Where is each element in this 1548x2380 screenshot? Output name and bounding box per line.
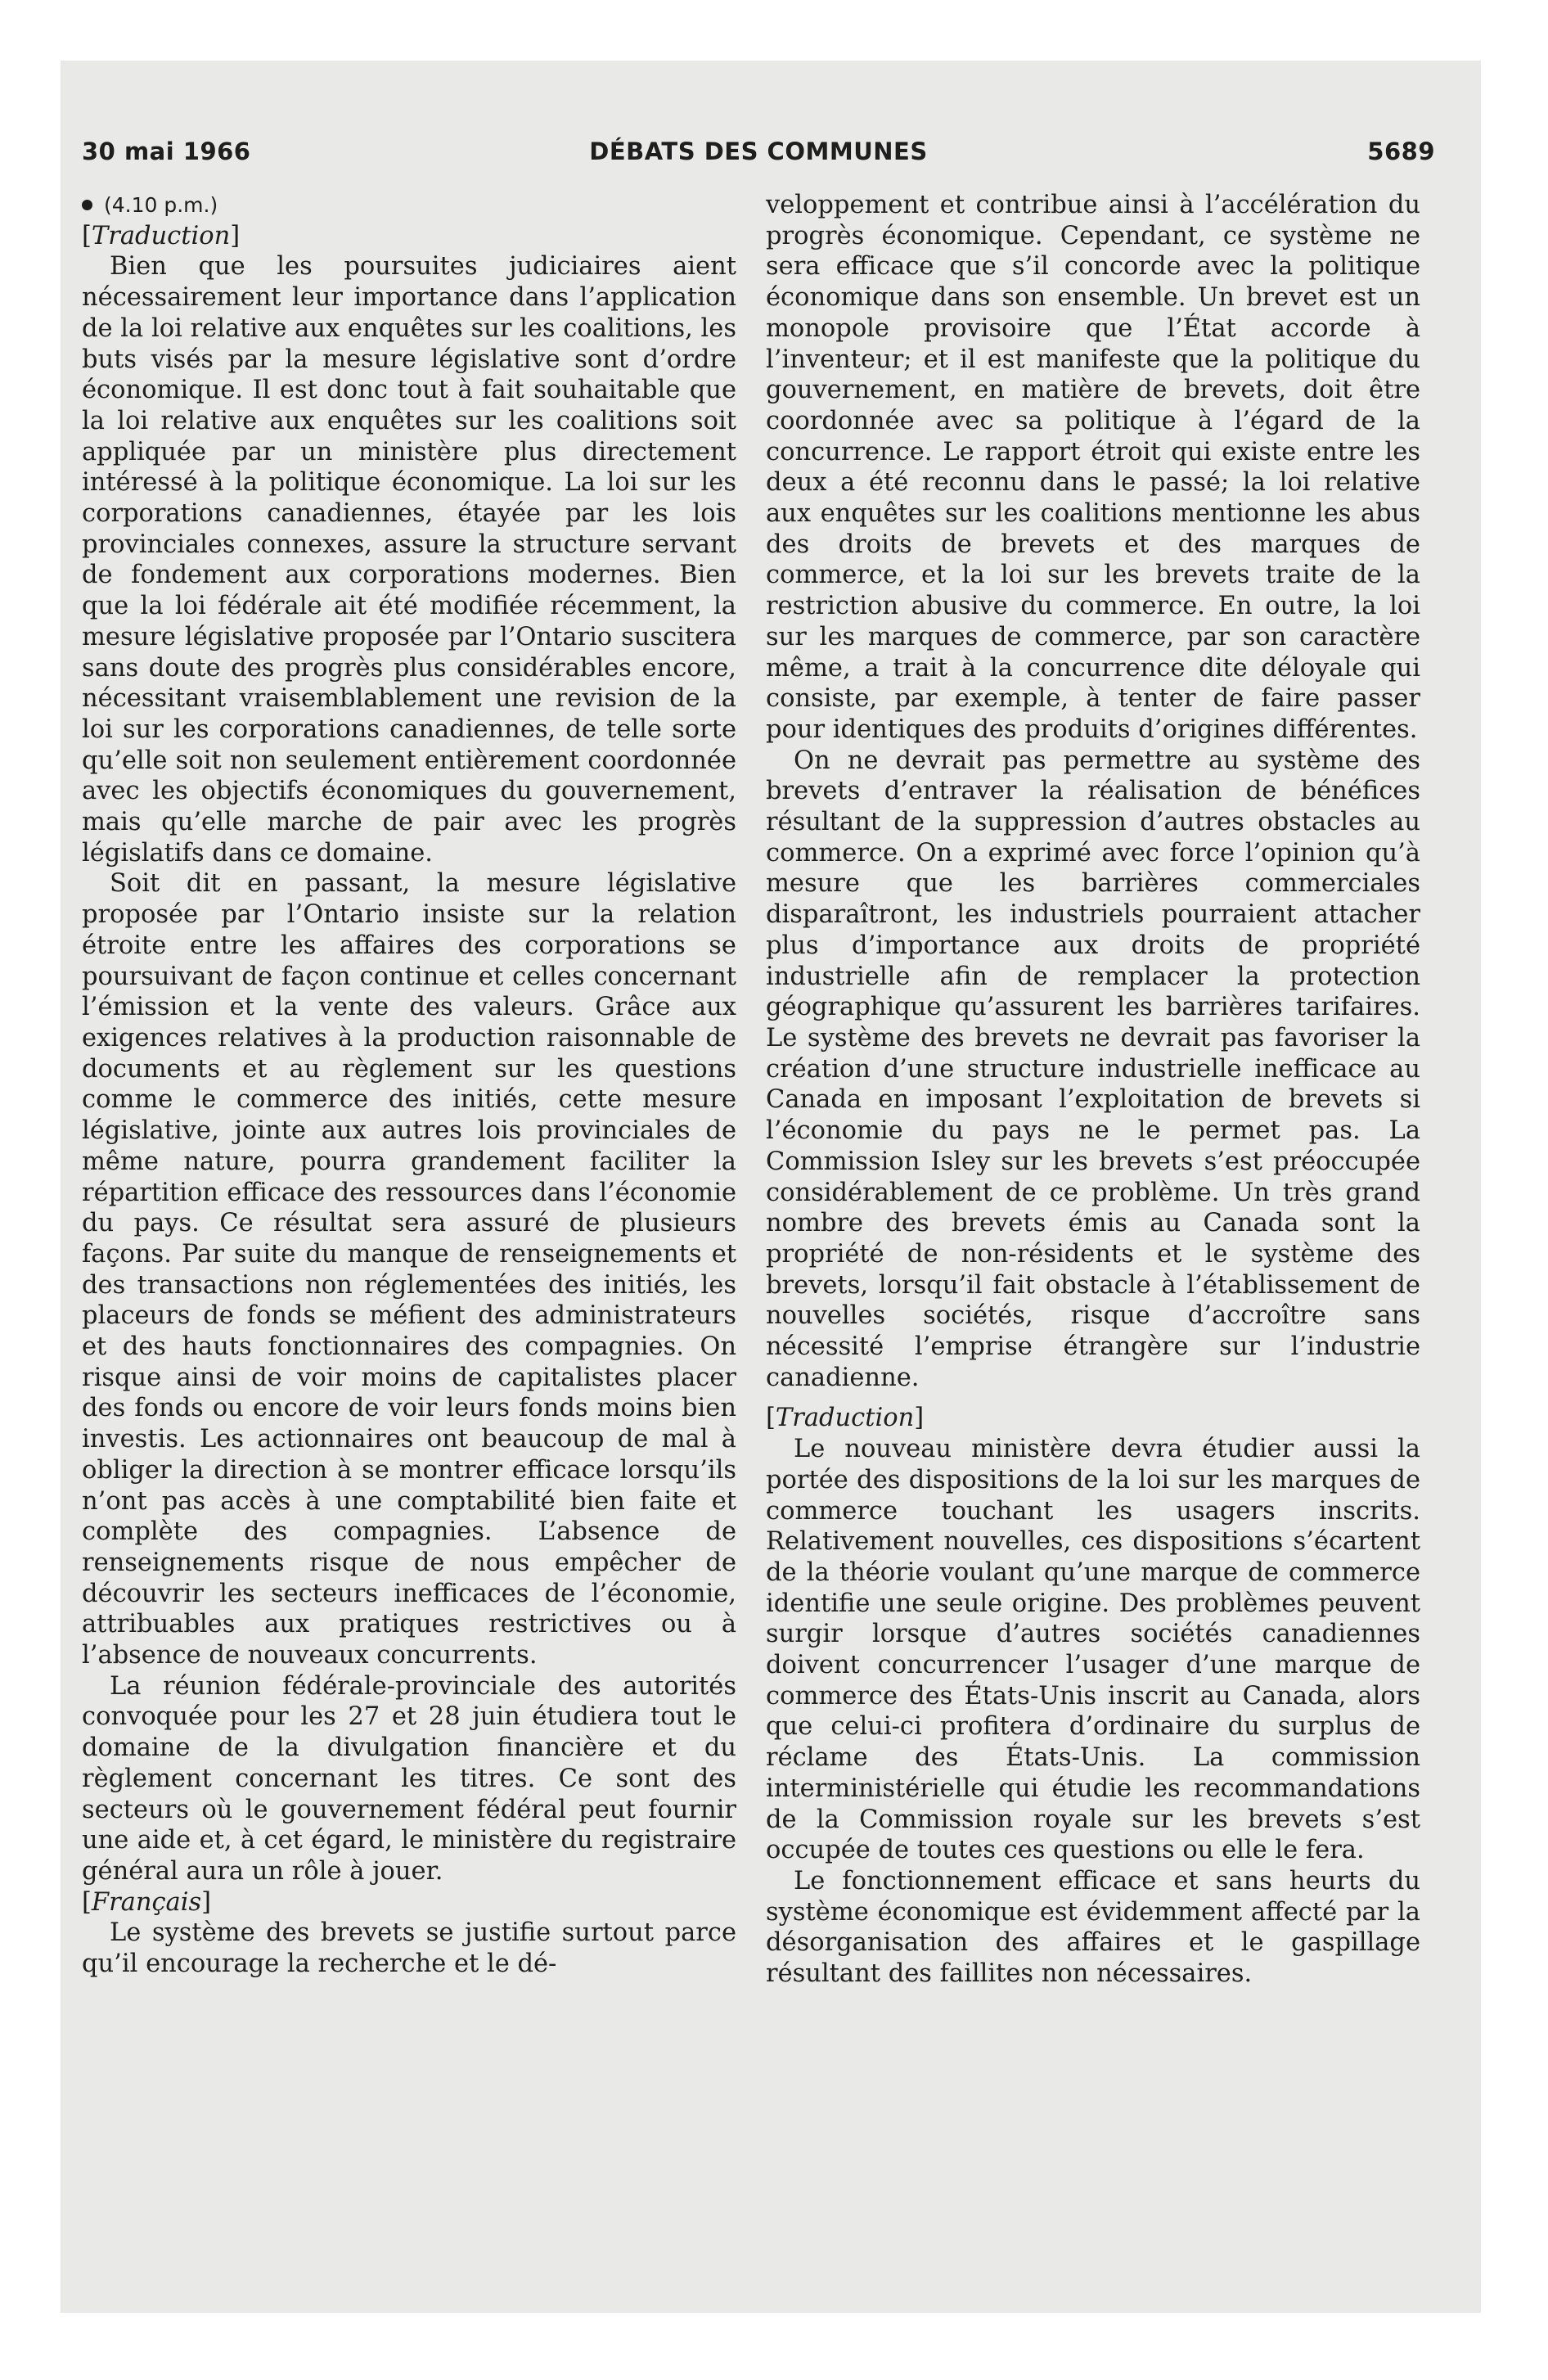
header-date: 30 mai 1966 [82, 137, 251, 165]
page-header [82, 137, 1435, 174]
paragraph: Soit dit en passant, la mesure législative proposée par l’Ontario insiste sur la relation étroite entre les affaires des corporations se poursuivant de façon continue et celles concernant l’émission et la vente des valeurs. Grâce aux exigences relatives à la production raisonnable de documents et au règlement sur les questions comme le commerce des initiés, cette mesure législative, jointe aux autres lois provinciales de même nature, pourra grandement faciliter la répartition efficace des ressources dans l’économie du pays. Ce résultat sera assuré de plusieurs façons. Par suite du manque de renseignements et des transactions non réglementées des initiés, les placeurs de fonds se méfient des administrateurs et des hauts fonctionnaires des compagnies. On risque ainsi de voir moins de capitalistes placer des fonds ou encore de voir leurs fonds moins bien investis. Les actionnaires ont beaucoup de mal à obliger la direction à se montrer efficace lorsqu’ils n’ont pas accès à une comptabilité bien faite et complète des compagnies. L’absence de renseignements risque de nous empêcher de découvrir les secteurs inefficaces de l’économie, attribuables aux pratiques restrictives ou à l’absence de nouveaux concurrents. [82, 869, 736, 1670]
paragraph: Le fonctionnement efficace et sans heurts du système économique est évidemment affecté par la désorganisation des affaires et le gaspillage résultant des faillites non nécessaires. [766, 1866, 1420, 1989]
header-title: DÉBATS DES COMMUNES [589, 137, 928, 165]
paragraph: Le nouveau ministère devra étudier aussi la portée des dispositions de la loi sur les marques de commerce touchant les usagers inscrits. Relativement nouvelles, ces dispositions s’écartent de la théorie voulant qu’une marque de commerce identifie une seule origine. Des problèmes peuvent surgir lorsque d’autres sociétés canadiennes doivent concurrencer l’usager d’une marque de commerce des États-Unis inscrit au Canada, alors que celui-ci profitera d’ordinaire du surplus de réclame des États-Unis. La commission interministérielle qui étudie les recommandations de la Commission royale sur les brevets s’est occupée de toutes ces questions ou elle le fera. [766, 1435, 1420, 1865]
header-page-number: 5689 [1367, 137, 1435, 165]
language-tag-francais: [Français] [82, 1887, 212, 1917]
language-tag-traduction: [Traduction] [82, 221, 241, 250]
time-stamp-line [82, 190, 736, 221]
right-column [766, 190, 1420, 1990]
paragraph: Le système des brevets se justifie surtout parce qu’il encourage la recherche et le dé- [82, 1918, 736, 1979]
paragraph: La réunion fédérale-provinciale des autorités convoquée pour les 27 et 28 juin étudiera tout le domaine de la divulgation financière et du règlement concernant les titres. Ce sont des secteurs où le gouvernement fédéral peut fournir une aide et, à cet égard, le ministère du registraire général aura un rôle à jouer. [82, 1671, 736, 1886]
language-tag-traduction: [Traduction] [766, 1404, 925, 1433]
paragraph: Bien que les poursuites judiciaires aient nécessairement leur importance dans l’application de la loi relative aux enquêtes sur les coalitions, les buts visés par la mesure législative sont d’ordre économique. Il est donc tout à fait souhaitable que la loi relative aux enquêtes sur les coalitions soit appliquée par un ministère plus directement intéressé à la politique économique. La loi sur les corporations canadiennes, étayée par les lois provinciales connexes, assure la structure servant de fondement aux corporations modernes. Bien que la loi fédérale ait été modifiée récemment, la mesure législative proposée par l’Ontario suscitera sans doute des progrès plus considérables encore, nécessitant vraisemblablement une revision de la loi sur les corporations canadiennes, de telle sorte qu’elle soit non seulement entièrement coordonnée avec les objectifs économiques du gouvernement, mais qu’elle marche de pair avec les progrès législatifs dans ce domaine. [82, 252, 736, 868]
spacer [766, 1393, 1420, 1403]
left-column [82, 190, 736, 1980]
paragraph-continued: veloppement et contribue ainsi à l’accélération du progrès économique. Cependant, ce système ne sera efficace que s’il concorde avec la politique économique dans son ensemble. Un brevet est un monopole provisoire que l’État accorde à l’inventeur; et il est manifeste que la politique du gouvernement, en matière de brevets, doit être coordonnée avec sa politique à l’égard de la concurrence. Le rapport étroit qui existe entre les deux a été reconnu dans le passé; la loi relative aux enquêtes sur les coalitions mentionne les abus des droits de brevets et des marques de commerce, et la loi sur les brevets traite de la restriction abusive du commerce. En outre, la loi sur les marques de commerce, par son caractère même, a trait à la concurrence dite déloyale qui consiste, par exemple, à tenter de faire passer pour identiques des produits d’origines différentes. [766, 191, 1420, 744]
bullet-marker [82, 200, 92, 210]
time-stamp: (4.10 p.m.) [104, 193, 218, 217]
paragraph: On ne devrait pas permettre au système des brevets d’entraver la réalisation de bénéfices résultant de la suppression d’autres obstacles au commerce. On a exprimé avec force l’opinion qu’à mesure que les barrières commerciales disparaîtront, les industriels pourraient attacher plus d’importance aux droits de propriété industrielle afin de remplacer la protection géographique qu’assurent les barrières tarifaires. Le système des brevets ne devrait pas favoriser la création d’une structure industrielle inefficace au Canada en imposant l’exploitation de brevets si l’économie du pays ne le permet pas. La Commission Isley sur les brevets s’est préoccupée considérablement de ce problème. Un très grand nombre des brevets émis au Canada sont la propriété de non-résidents et le système des brevets, lorsqu’il fait obstacle à l’établissement de nouvelles sociétés, risque d’accroître sans nécessité l’emprise étrangère sur l’industrie canadienne. [766, 746, 1420, 1392]
